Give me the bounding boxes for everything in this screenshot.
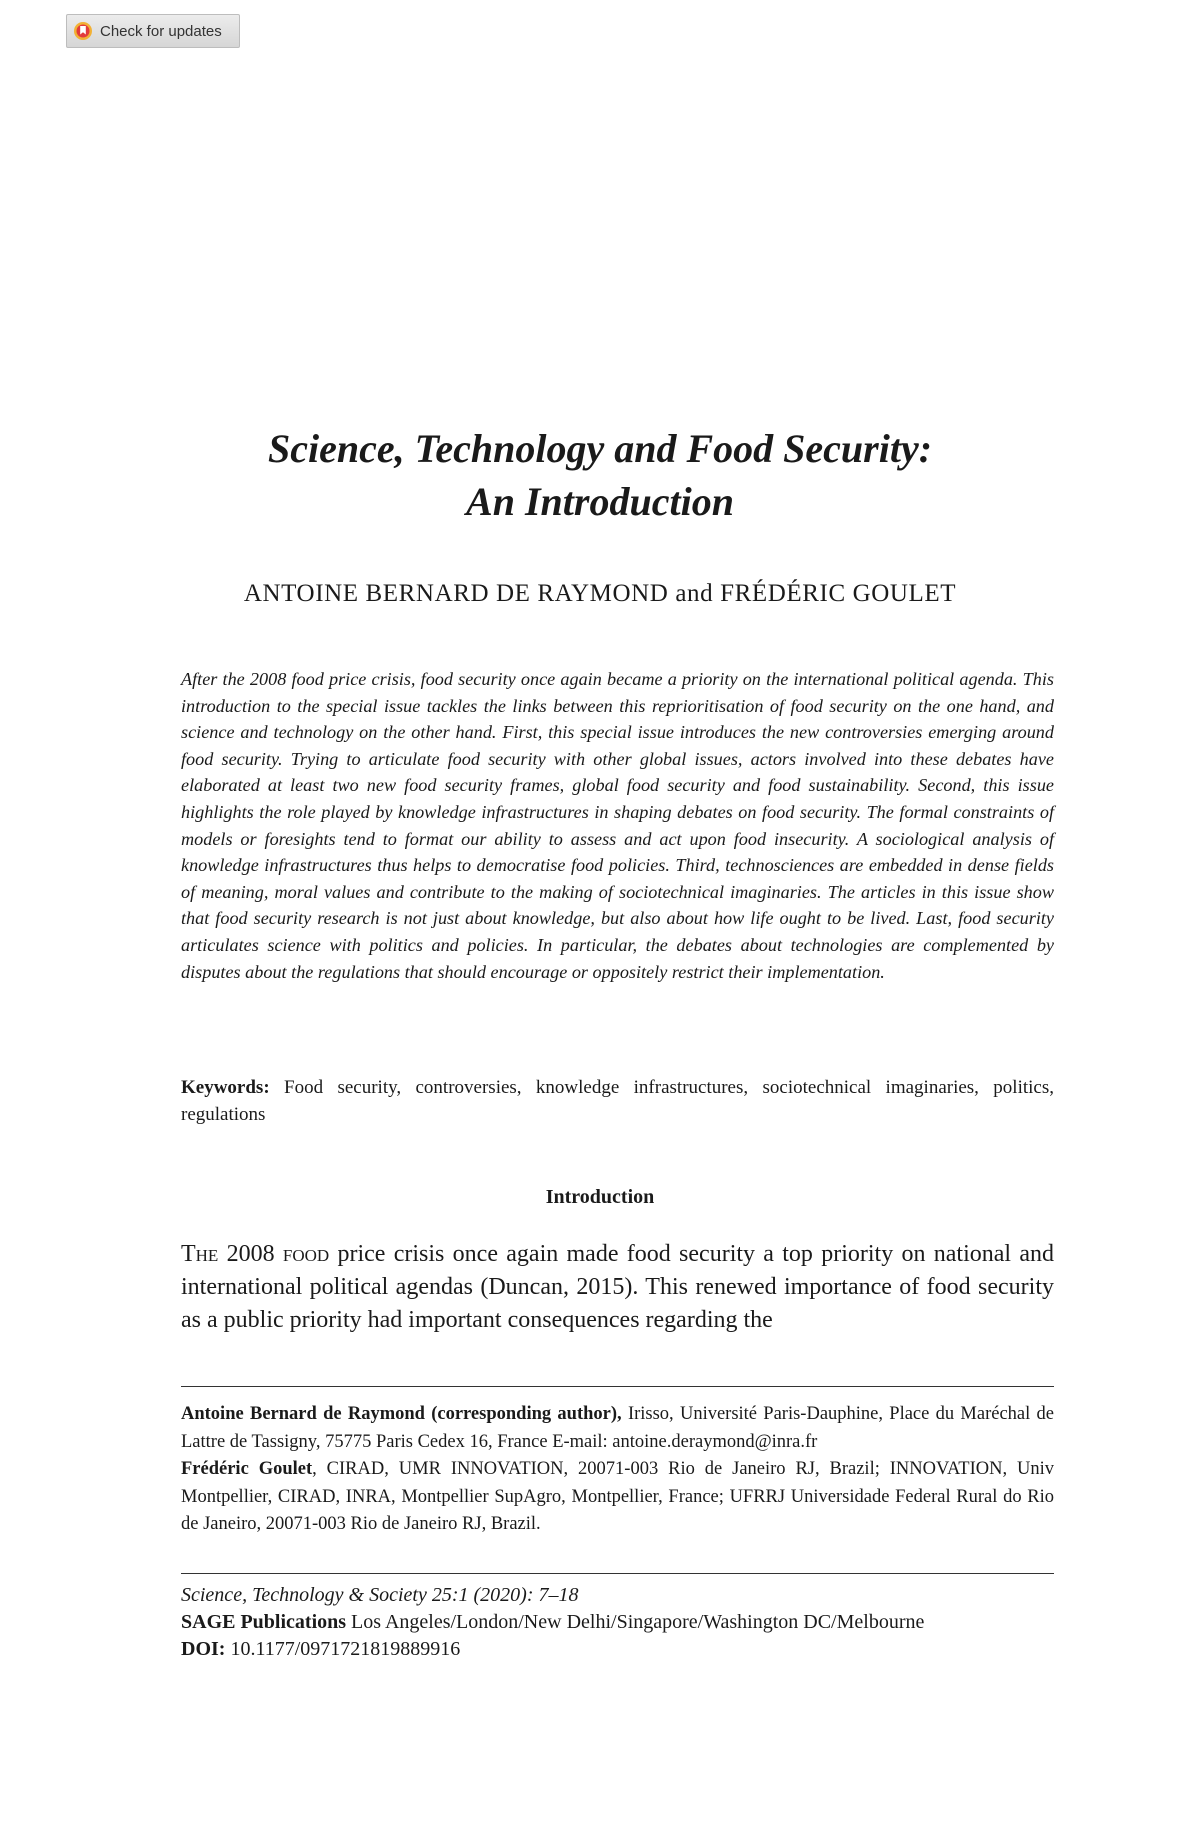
author-affiliations	[181, 1401, 1054, 1539]
author-2: FRÉDÉRIC GOULET	[720, 580, 957, 607]
affiliation-1-name: Antoine Bernard de Raymond (corresponding author),	[181, 1404, 622, 1424]
author-line	[0, 580, 1200, 608]
citation-divider	[181, 1573, 1054, 1574]
footnote-divider	[181, 1386, 1054, 1387]
intro-text: price crisis once again made food security a top priority on national and international political agendas (Duncan, 2015). This renewed importance of food security as a public priority had important consequences regarding the	[181, 1241, 1055, 1333]
publisher-label: SAGE Publications	[181, 1611, 347, 1633]
crossmark-icon	[73, 21, 93, 41]
introduction-paragraph	[181, 1238, 1054, 1337]
doi-value: 10.1177/0971721819889916	[225, 1638, 461, 1660]
keywords-list: Food security, controversies, knowledge infrastructures, sociotechnical imaginaries, politics, regulations	[181, 1077, 1054, 1125]
check-for-updates-label: Check for updates	[100, 22, 222, 40]
keywords	[181, 1074, 1054, 1128]
check-for-updates-button[interactable]	[66, 14, 240, 48]
intro-small-caps: The 2008 food	[181, 1241, 330, 1267]
title-line-1: Science, Technology and Food Security:	[267, 426, 933, 471]
keywords-label: Keywords:	[181, 1077, 270, 1098]
affiliation-1-text: Irisso, Université Paris-Dauphine, Place du Maréchal de Lattre de Tassigny, 75775 Paris Cedex 16, France E-mail: antoine.deraymond@inra.fr	[181, 1404, 1054, 1452]
title-line-2: An Introduction	[466, 479, 734, 524]
journal-name: Science, Technology & Society 25:1 (2020): 7–18	[181, 1584, 579, 1606]
affiliation-2-name: Frédéric Goulet	[181, 1459, 313, 1479]
doi-line	[181, 1636, 1054, 1663]
journal-reference	[181, 1582, 1054, 1609]
author-1: ANTOINE BERNARD DE RAYMOND	[243, 580, 669, 607]
paper-title	[0, 422, 1200, 528]
doi-label: DOI:	[181, 1638, 226, 1660]
publisher-locations: Los Angeles/London/New Delhi/Singapore/Washington DC/Melbourne	[346, 1611, 925, 1633]
affiliation-2	[181, 1456, 1054, 1539]
section-heading-introduction: Introduction	[545, 1186, 655, 1208]
affiliation-2-text: , CIRAD, UMR INNOVATION, 20071-003 Rio de Janeiro RJ, Brazil; INNOVATION, Univ Montpellier, CIRAD, INRA, Montpellier SupAgro, Montpellier, France; UFRRJ Universidade Federal Rural do Rio de Janeiro, 20071-003 Rio de Janeiro RJ, Brazil.	[181, 1459, 1054, 1534]
affiliation-1	[181, 1401, 1054, 1456]
journal-citation	[181, 1582, 1054, 1663]
abstract: After the 2008 food price crisis, food security once again became a priority on the international political agenda. This introduction to the special issue tackles the links between this reprioritisation of food security on the one hand, and science and technology on the other hand. First, this special issue introduces the new controversies emerging around food security. Trying to articulate food security with other global issues, actors involved into these debates have elaborated at least two new food security frames, global food security and food sustainability. Second, this issue highlights the role played by knowledge infrastructures in shaping debates on food security. The formal constraints of models or foresights tend to format our ability to assess and act upon food insecurity. A sociological analysis of knowledge infrastructures thus helps to democratise food policies. Third, technosciences are embedded in dense fields of meaning, moral values and contribute to the making of sociotechnical imaginaries. The articles in this issue show that food security research is not just about knowledge, but also about how life ought to be lived. Last, food security articulates science with politics and policies. In particular, the debates about technologies are complemented by disputes about the regulations that should encourage or oppositely restrict their implementation.	[181, 669, 1054, 982]
publisher-line	[181, 1609, 1054, 1636]
author-conjunction: and	[675, 580, 714, 607]
